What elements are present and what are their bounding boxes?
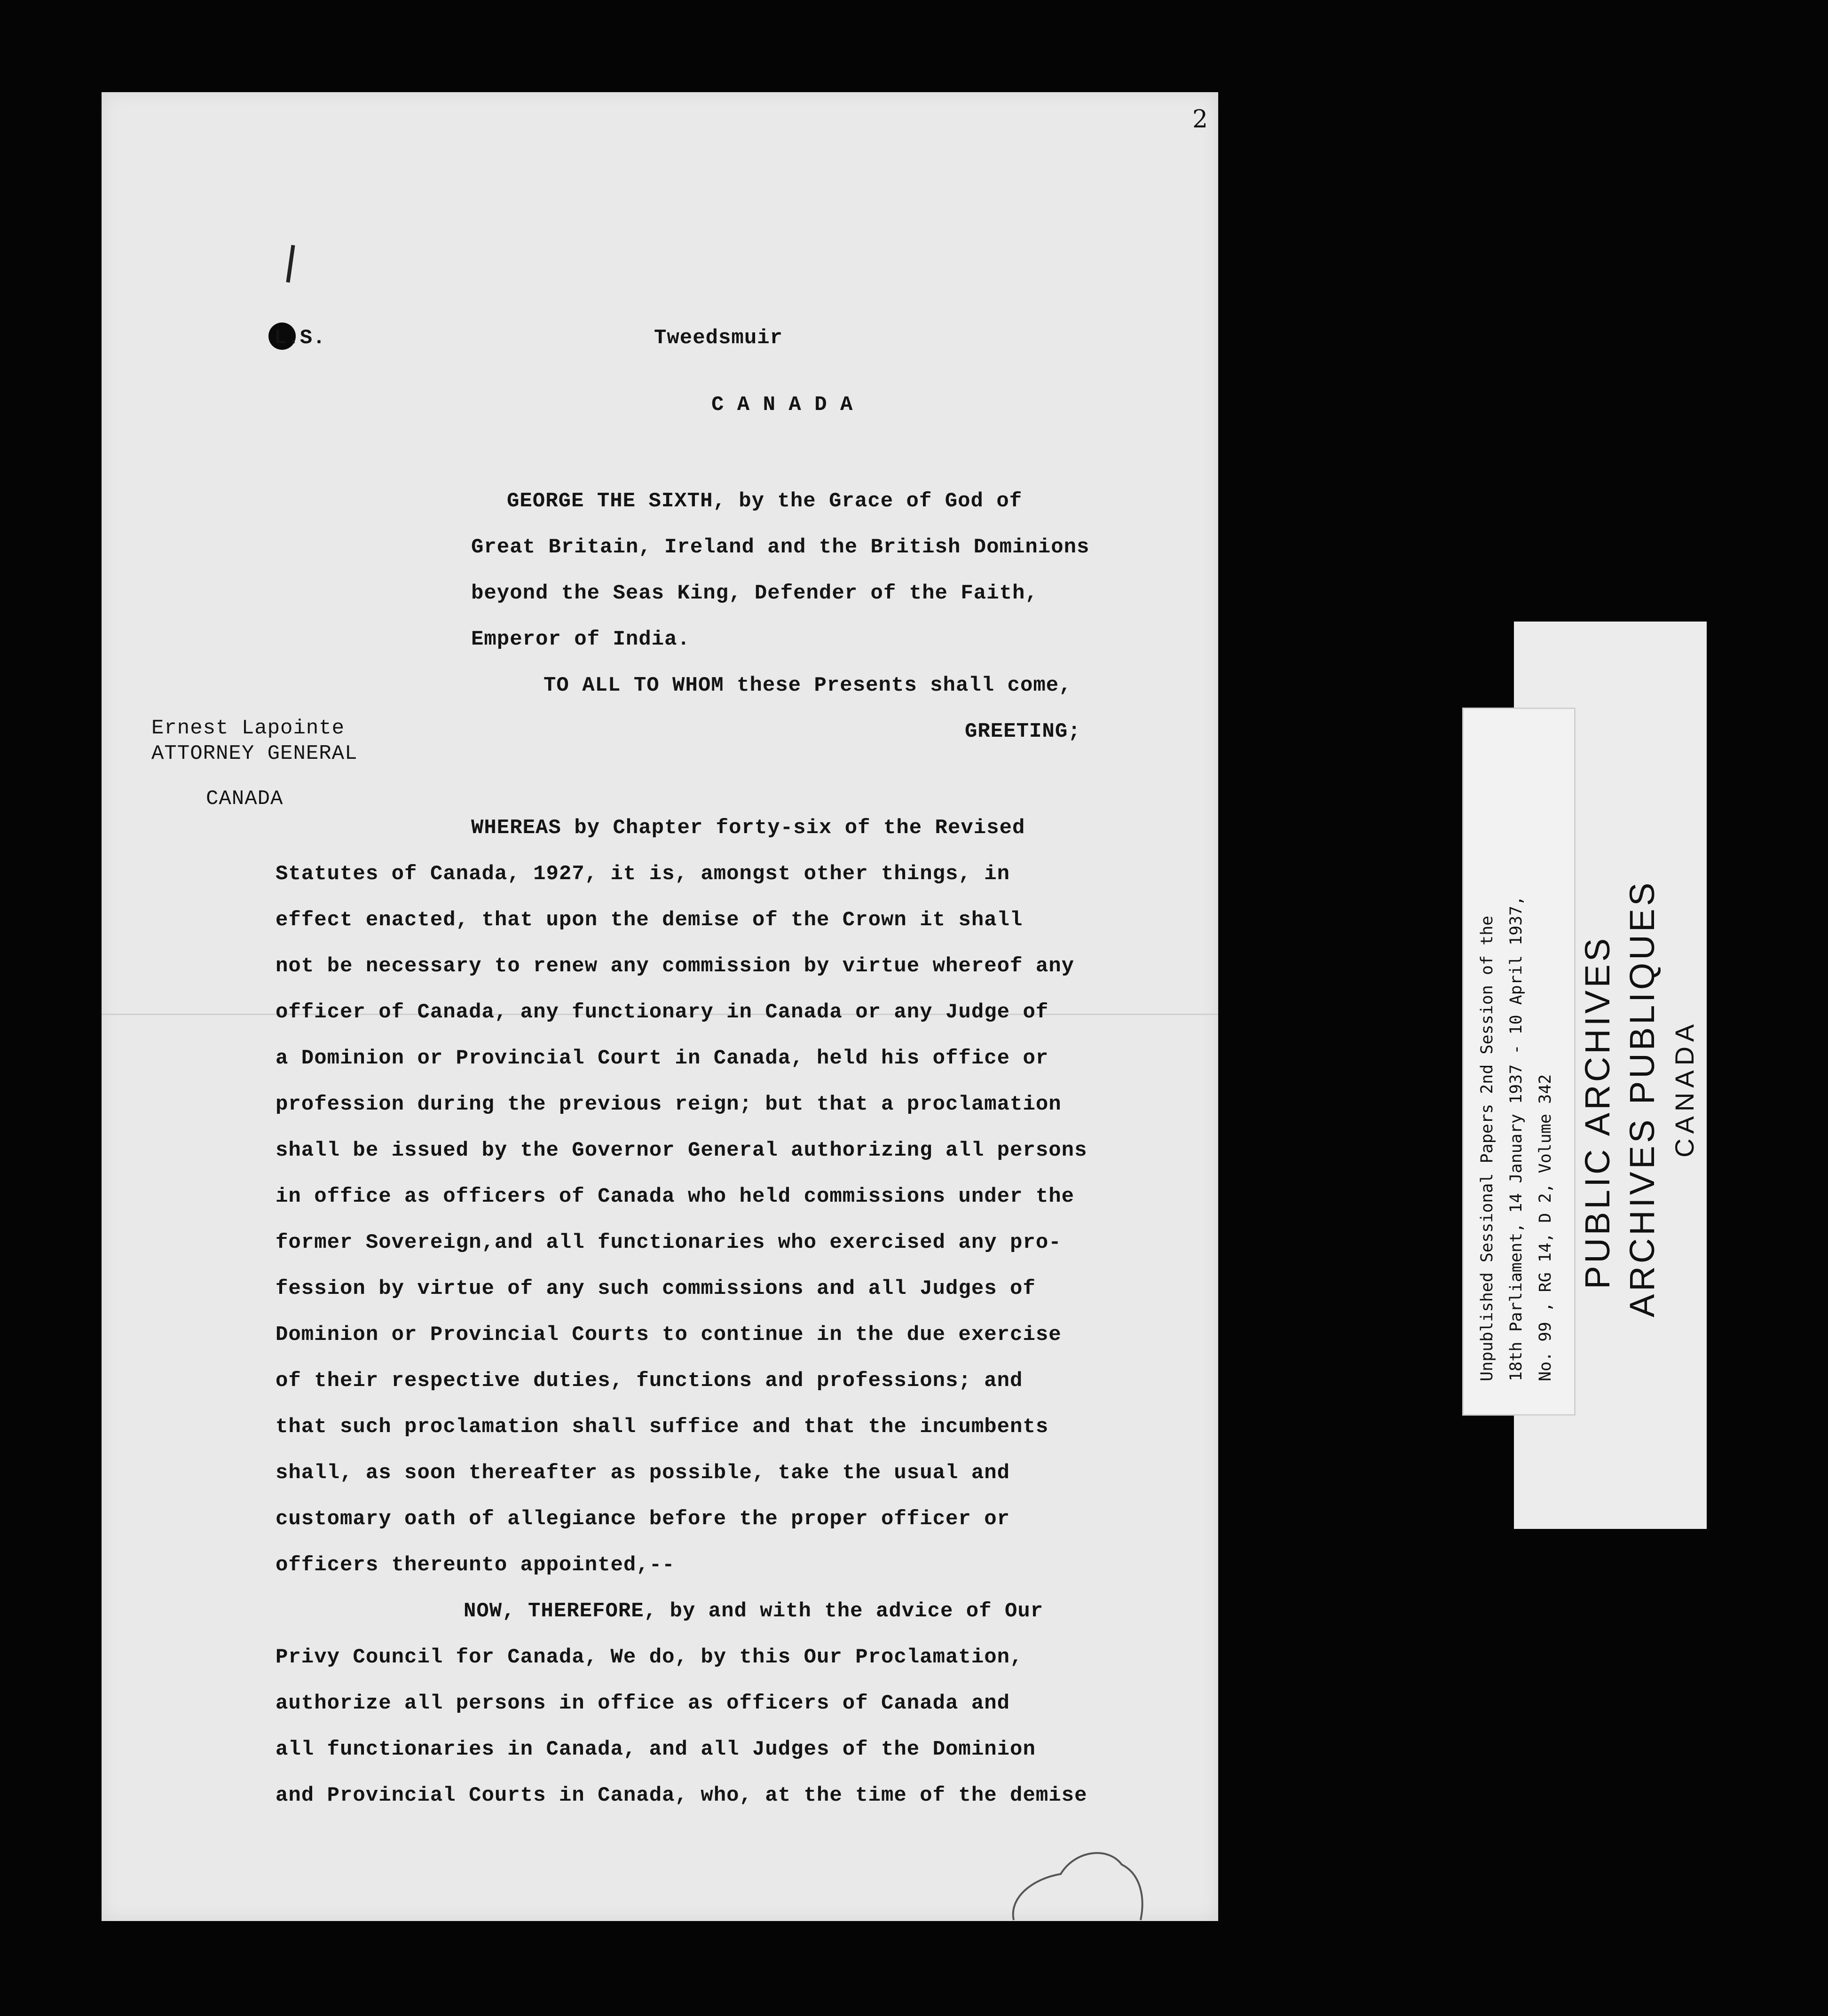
body-line: not be necessary to renew any commission by virtue whereof any (276, 954, 1075, 978)
preamble-line: TO ALL TO WHOM these Presents shall come, (544, 674, 1072, 697)
archive-reference-slip (1462, 708, 1576, 1416)
body-line: shall, as soon thereafter as possible, take the usual and (276, 1461, 1010, 1485)
page-number: 2 (1192, 105, 1208, 134)
body-line: all functionaries in Canada, and all Judges of the Dominion (276, 1738, 1036, 1761)
pen-mark (286, 245, 295, 283)
body-line: Privy Council for Canada, We do, by this Our Proclamation, (276, 1646, 1023, 1669)
body-line: and Provincial Courts in Canada, who, at the time of the demise (276, 1784, 1087, 1807)
minister-name: Ernest Lapointe (151, 717, 345, 740)
body-line: authorize all persons in office as officers of Canada and (276, 1692, 1010, 1715)
body-line: customary oath of allegiance before the proper officer or (276, 1507, 1010, 1531)
governor-signature: Tweedsmuir (654, 326, 783, 350)
body-line: fession by virtue of any such commissions and all Judges of (276, 1277, 1036, 1300)
body-line: a Dominion or Provincial Court in Canada, held his office or (276, 1047, 1049, 1070)
minister-country: CANADA (206, 787, 284, 811)
body-line: of their respective duties, functions and professions; and (276, 1369, 1023, 1393)
preamble-line: Great Britain, Ireland and the British Dominions (471, 536, 1090, 559)
minister-title: ATTORNEY GENERAL (151, 742, 358, 765)
body-line: shall be issued by the Governor General authorizing all persons (276, 1139, 1087, 1162)
body-line: Statutes of Canada, 1927, it is, amongst other things, in (276, 862, 1010, 886)
greeting: GREETING; (965, 720, 1081, 743)
body-line: effect enacted, that upon the demise of the Crown it shall (276, 908, 1023, 932)
body-line: that such proclamation shall suffice and that the incumbents (276, 1415, 1049, 1439)
body-line: in office as officers of Canada who held commissions under the (276, 1185, 1075, 1208)
document-page (102, 92, 1218, 1921)
body-line: WHEREAS by Chapter forty-six of the Revised (471, 816, 1025, 840)
body-line: former Sovereign,and all functionaries who exercised any pro- (276, 1231, 1062, 1254)
body-line: Dominion or Provincial Courts to continue in the due exercise (276, 1323, 1062, 1347)
country-heading: C A N A D A (711, 393, 853, 417)
preamble-line: Emperor of India. (471, 628, 690, 651)
seal-mark: L.S. (274, 326, 326, 350)
stamp-line-archives-publiques: ARCHIVES PUBLIQUES (1623, 880, 1662, 1317)
slip-line: 18th Parliament, 14 January 1937 - 10 April 1937, (1507, 896, 1526, 1381)
preamble-line: GEORGE THE SIXTH, by the Grace of God of (507, 489, 1023, 513)
slip-line: Unpublished Sessional Papers 2nd Session of the (1478, 915, 1497, 1381)
body-line: officers thereunto appointed,-- (276, 1553, 675, 1577)
body-line: officer of Canada, any functionary in Canada or any Judge of (276, 1000, 1049, 1024)
stamp-line-canada: CANADA (1670, 1019, 1699, 1158)
slip-line: No. 99 , RG 14, D 2, Volume 342 (1536, 1074, 1555, 1381)
body-line: profession during the previous reign; but that a proclamation (276, 1093, 1062, 1116)
torn-corner-mark (1004, 1841, 1155, 1921)
preamble-line: beyond the Seas King, Defender of the Faith, (471, 582, 1038, 605)
body-line: NOW, THEREFORE, by and with the advice of Our (464, 1599, 1044, 1623)
stamp-line-public-archives: PUBLIC ARCHIVES (1578, 935, 1617, 1289)
